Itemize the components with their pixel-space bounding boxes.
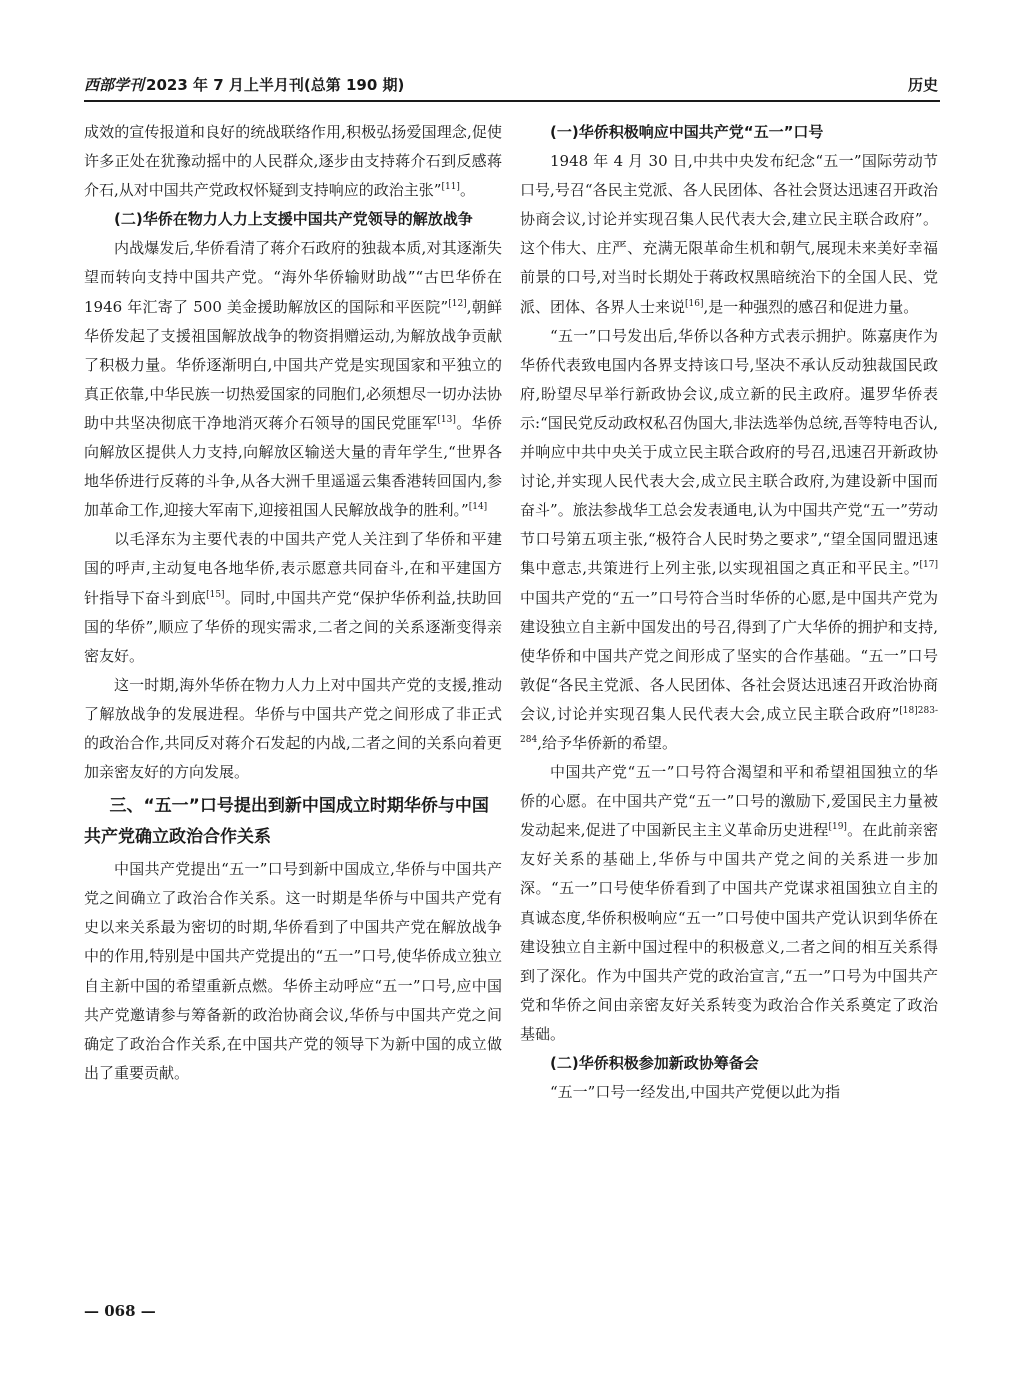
paragraph-text: 。 xyxy=(459,181,475,200)
citation: [11] xyxy=(441,182,460,193)
right-column xyxy=(520,118,938,1107)
paragraph-text: 。在此前亲密友好关系的基础上,华侨与中国共产党之间的关系进一步加深。“五一”口号使华侨看到了中国共产党谋求祖国独立自主的真诚态度,华侨积极响应“五一”口号使中国共产党认识到华侨在建设独立自主新中国过程中的积极意义,二者之间的相互关系得到了深化。作为中国共产党的政治宣言,“五一”口号为中国共产党和华侨之间由亲密友好关系转变为政治合作关系奠定了政治基础。 xyxy=(520,821,938,1043)
citation: [17] xyxy=(919,560,938,571)
citation: [12] xyxy=(448,298,467,309)
paragraph: 中国共产党提出“五一”口号到新中国成立,华侨与中国共产党之间确立了政治合作关系。这一时期是华侨与中国共产党有史以来关系最为密切的时期,华侨看到了中国共产党在解放战争中的作用,特别是中国共产党提出的“五一”口号,使华侨成立独立自主新中国的希望重新点燃。华侨主动呼应“五一”口号,应中国共产党邀请参与筹备新的政治协商会议,华侨与中国共产党之间确定了政治合作关系,在中国共产党的领导下为新中国的成立做出了重要贡献。 xyxy=(84,860,502,1082)
paragraph-text: 。同时,中国共产党“保护华侨利益,扶助回国的华侨”,顺应了华侨的现实需求,二者之间的关系逐渐变得亲密友好。 xyxy=(84,588,502,665)
paragraph-text: 以毛泽东为主要代表的中国共产党人关注到了华侨和平建国的呼声,主动复电各地华侨,表示愿意共同奋斗,在和平建国方针指导下奋斗到底 xyxy=(84,530,502,607)
citation: [19] xyxy=(828,822,847,833)
paragraph-text: 内战爆发后,华侨看清了蒋介石政府的独裁本质,对其逐渐失望而转向支持中国共产党。“海外华侨输财助战”“古巴华侨在 1946 年汇寄了 500 美金援助解放区的国际和平医院” xyxy=(84,239,502,316)
paragraph-text: 。华侨向解放区提供人力支持,向解放区输送大量的青年学生,“世界各地华侨进行反蒋的斗争,从各大洲千里遥遥云集香港转回国内,参加革命工作,迎接大军南下,迎接祖国人民解放战争的胜利。” xyxy=(84,413,502,520)
subsection-heading: (一)华侨积极响应中国共产党“五一”口号 xyxy=(550,123,824,141)
paragraph-text: 成效的宣传报道和良好的统战联络作用,积极弘扬爱国理念,促使许多正处在犹豫动摇中的人民群众,逐步由支持蒋介石到反感蒋介石,从对中国共产党政权怀疑到支持响应的政治主张” xyxy=(84,123,502,200)
citation: [16] xyxy=(685,298,704,309)
paragraph-text: 中国共产党“五一”口号符合渴望和平和希望祖国独立的华侨的心愿。在中国共产党“五一”口号的激励下,爱国民主力量被发动起来,促进了中国新民主主义革命历史进程 xyxy=(520,763,938,840)
paragraph-text: ,朝鲜华侨发起了支援祖国解放战争的物资捐赠运动,为解放战争贡献了积极力量。华侨逐渐明白,中国共产党是实现国家和平独立的真正依靠,中华民族一切热爱国家的同胞们,必须想尽一切办法协助中共坚决彻底干净地消灭蒋介石领导的国民党匪军 xyxy=(84,297,502,432)
paragraph-text: 中国共产党的“五一”口号符合当时华侨的心愿,是中国共产党为建设独立自主新中国发出的号召,得到了广大华侨的拥护和支持,使华侨和中国共产党之间形成了坚实的合作基础。“五一”口号敦促“各民主党派、各人民团体、各社会贤达迅速召开政治协商会议,讨论并实现召集人民代表大会,成立民主联合政府” xyxy=(520,588,938,723)
citation: [18]283-284 xyxy=(520,705,938,745)
section-label: 历史 xyxy=(907,76,938,94)
paragraph-text: “五一”口号发出后,华侨以各种方式表示拥护。陈嘉庚作为华侨代表致电国内各界支持该口号,坚决不承认反动独裁国民政府,盼望尽早举行新政协会议,成立新的民主政府。暹罗华侨表示:“国民党反动政权私召伪国大,非法选举伪总统,吾等特电否认,并响应中共中央关于成立民主联合政府的号召,迅速召开新政协讨论,并实现人民代表大会,成立民主联合政府,为建设新中国而奋斗”。旅法参战华工总会发表通电,认为中国共产党“五一”劳动节口号第五项主张,“极符合人民时势之要求”,“望全国同盟迅速集中意志,共策进行上列主张,以实现祖国之真正和平民主。” xyxy=(520,326,938,578)
paragraph xyxy=(84,234,502,525)
journal-logo: 西部学刊 xyxy=(84,76,145,94)
citation: [13] xyxy=(437,414,456,425)
section-heading: 三、“五一”口号提出到新中国成立时期华侨与中国共产党确立政治合作关系 xyxy=(84,796,489,848)
citation: [14] xyxy=(468,502,488,513)
journal-issue: 2023 年 7 月上半月刊(总第 190 期) xyxy=(146,76,405,94)
paragraph xyxy=(520,322,938,758)
paragraph: 这一时期,海外华侨在物力人力上对中国共产党的支援,推动了解放战争的发展进程。华侨与中国共产党之间形成了非正式的政治合作,共同反对蒋介石发起的内战,二者之间的关系向着更加亲密友好的方向发展。 xyxy=(84,675,502,782)
paragraph xyxy=(84,525,502,670)
page-number: — 068 — xyxy=(84,1302,156,1320)
header-rule xyxy=(84,100,940,102)
paragraph xyxy=(520,758,938,1049)
running-header xyxy=(84,72,940,100)
paragraph-text: ,给予华侨新的希望。 xyxy=(537,733,677,752)
journal-title xyxy=(84,74,404,95)
subsection-heading: (二)华侨在物力人力上支援中国共产党领导的解放战争 xyxy=(114,210,473,229)
paragraph: “五一”口号一经发出,中国共产党便以此为指 xyxy=(550,1083,841,1102)
subsection-heading: (二)华侨积极参加新政协筹备会 xyxy=(550,1054,759,1072)
paragraph xyxy=(520,147,938,322)
paragraph-text: 1948 年 4 月 30 日,中共中央发布纪念“五一”国际劳动节口号,号召“各民主党派、各人民团体、各社会贤达迅速召开政治协商会议,讨论并实现召集人民代表大会,建立民主联合政府”。这个伟大、庄严、充满无限革命生机和朝气,展现未来美好幸福前景的口号,对当时长期处于蒋政权黑暗统治下的全国人民、党派、团体、各界人士来说 xyxy=(520,152,938,316)
citation: [15] xyxy=(206,589,225,600)
paragraph xyxy=(84,118,502,205)
left-column xyxy=(84,118,502,1088)
paragraph-text: ,是一种强烈的感召和促进力量。 xyxy=(703,297,919,316)
